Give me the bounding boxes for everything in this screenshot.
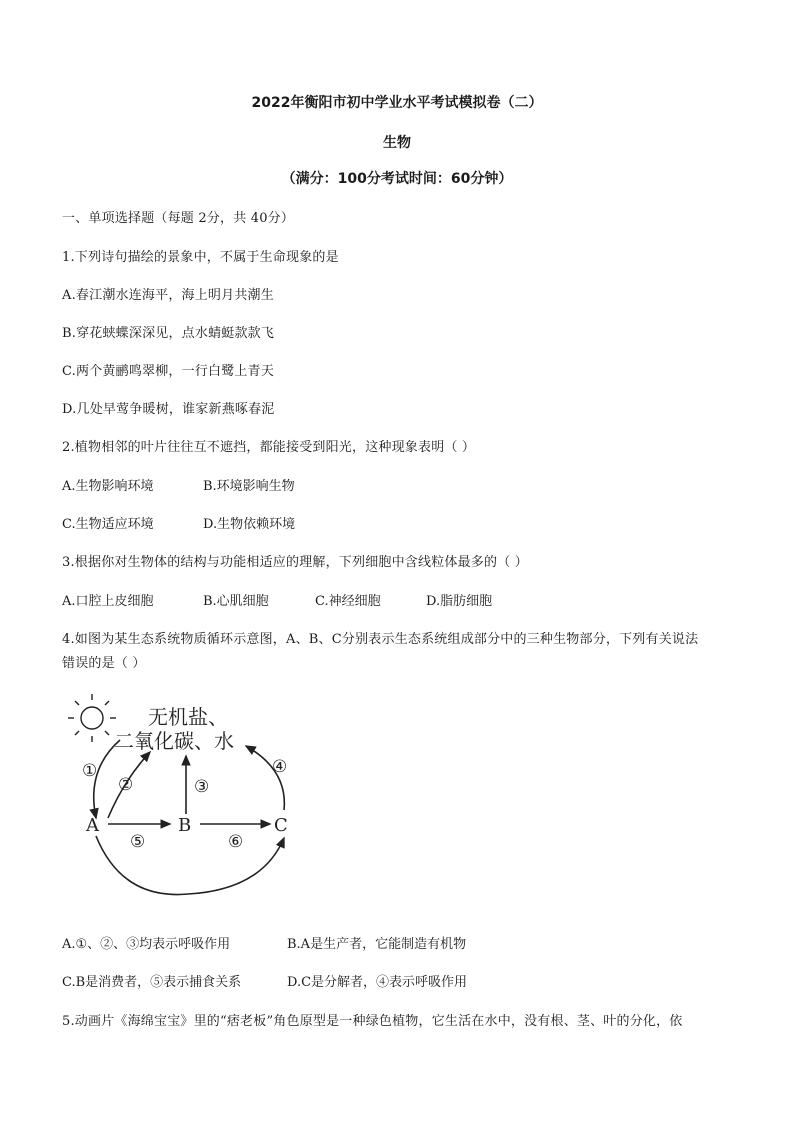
label-num-4: ④ [272,757,288,777]
question-4-option-d: D.C是分解者，④表示呼吸作用 [287,975,468,990]
question-1-stem: 1.下列诗句描绘的景象中，不属于生命现象的是 [62,250,339,265]
label-inorganic-salt: 无机盐、 [148,705,228,729]
question-1-option-a: A.春江潮水连海平，海上明月共潮生 [62,288,274,303]
node-c: C [274,815,288,836]
label-num-3: ③ [194,777,210,797]
label-co2-water: 二氧化碳、水 [114,729,234,753]
question-4-option-c: C.B是消费者，⑤表示捕食关系 [62,975,242,990]
label-num-2: ② [118,775,134,795]
question-3-option-d: D.脂肪细胞 [426,594,493,609]
question-2-option-c: C.生物适应环境 [62,517,154,532]
question-5-stem: 5.动画片《海绵宝宝》里的“痞老板”角色原型是一种绿色植物，它生活在水中，没有根、茎、叶的分化，依 [62,1014,683,1029]
question-1-option-c: C.两个黄鹂鸣翠柳，一行白鹭上青天 [62,364,275,379]
question-4-stem-line-2: 错误的是（ ） [62,656,146,671]
question-2-stem: 2.植物相邻的叶片往往互不遮挡，都能接受到阳光，这种现象表明（ ） [62,440,476,455]
label-num-6: ⑥ [228,832,244,852]
label-num-5: ⑤ [130,832,146,852]
question-2-option-a: A.生物影响环境 [62,479,154,494]
question-4-option-a: A.①、②、③均表示呼吸作用 [62,937,231,952]
node-b: B [178,815,192,836]
label-num-1: ① [82,761,98,781]
question-1-option-b: B.穿花蛱蝶深深见，点水蜻蜓款款飞 [62,326,275,341]
question-2-option-d: D.生物依赖环境 [203,517,296,532]
question-1-option-d: D.几处早莺争暖树，谁家新燕啄春泥 [62,402,275,417]
section-heading: 一、单项选择题（每题 2分，共 40分） [62,211,295,226]
material-cycle-diagram [62,690,298,904]
exam-info: （满分：100分考试时间：60分钟） [281,171,513,187]
node-a: A [86,815,99,836]
question-3-stem: 3.根据你对生物体的结构与功能相适应的理解，下列细胞中含线粒体最多的（ ） [62,555,528,570]
question-3-option-a: A.口腔上皮细胞 [62,594,154,609]
question-4-option-b: B.A是生产者，它能制造有机物 [287,937,467,952]
question-4-stem-line-1: 4.如图为某生态系统物质循环示意图，A、B、C分别表示生态系统组成部分中的三种生物部分，下列有关说法 [62,632,699,647]
subject-title: 生物 [383,135,411,151]
exam-title: 2022年衡阳市初中学业水平考试模拟卷（二） [251,95,543,111]
question-3-option-c: C.神经细胞 [315,594,381,609]
question-2-option-b: B.环境影响生物 [203,479,295,494]
question-3-option-b: B.心肌细胞 [203,594,269,609]
